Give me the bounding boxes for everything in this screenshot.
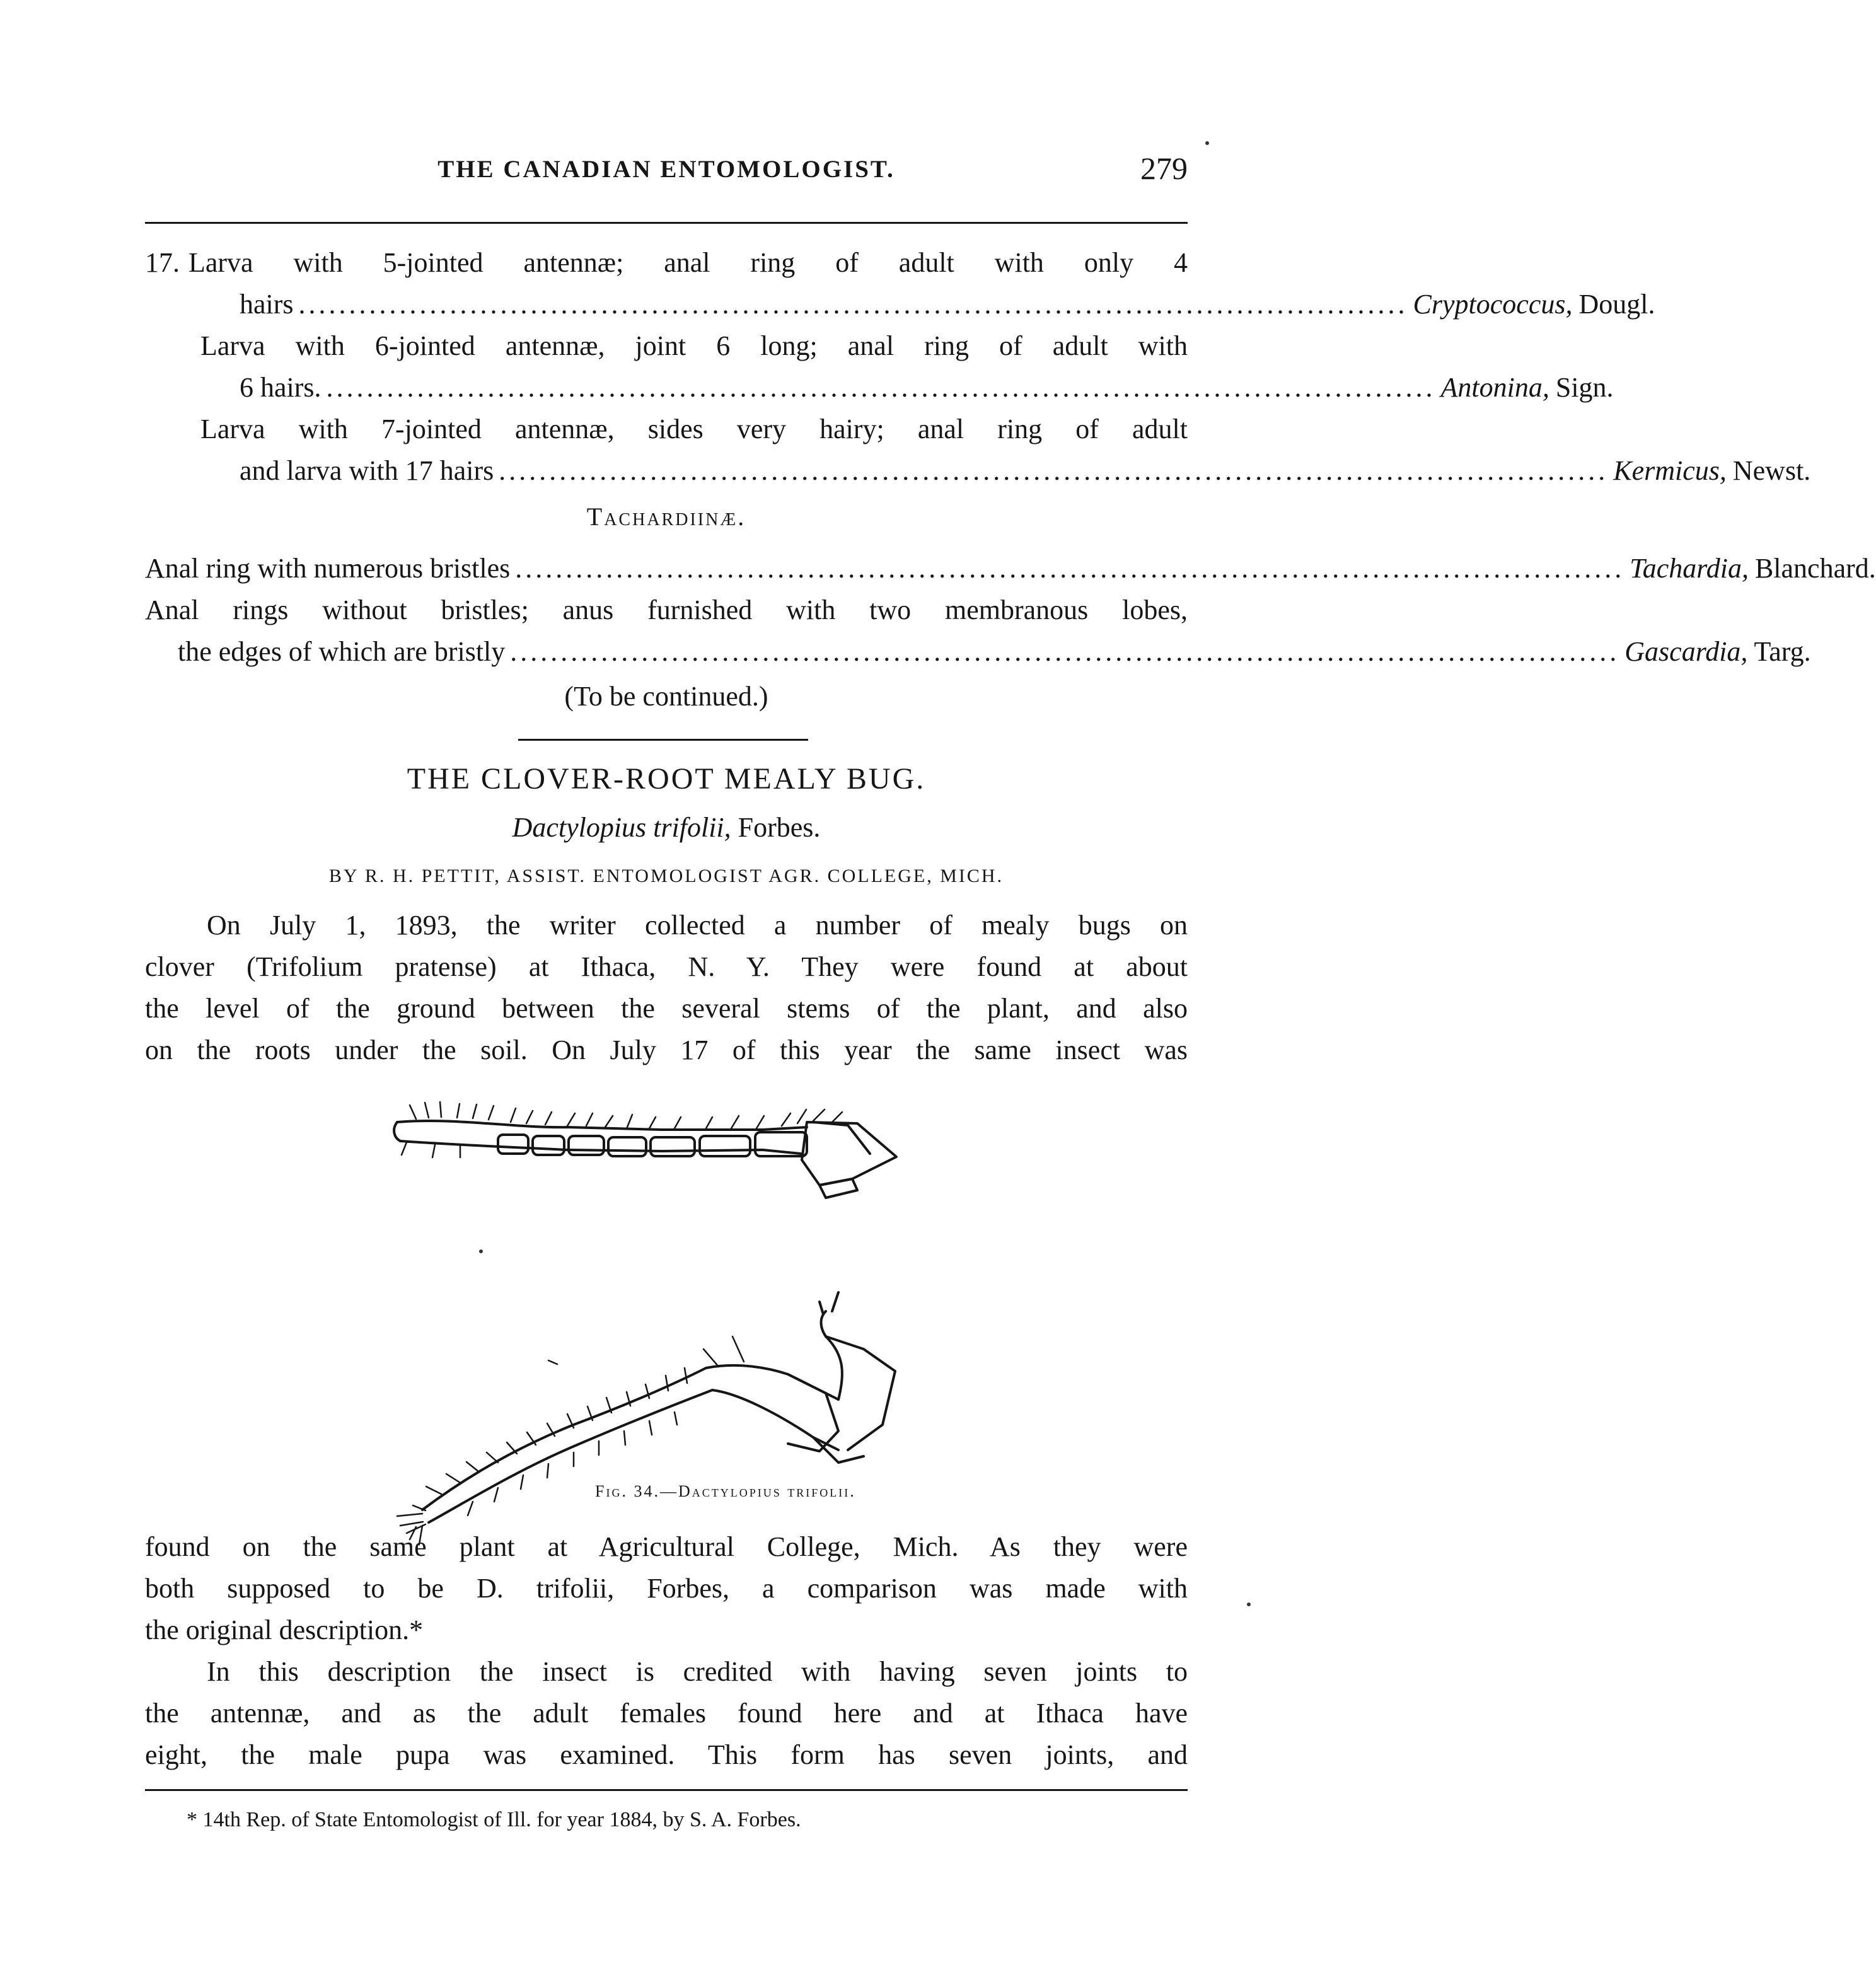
byline: BY R. H. PETTIT, ASSIST. ENTOMOLOGIST AGR. COLLEGE, MICH. — [328, 866, 1004, 886]
to-be-continued: (To be continued.) — [564, 681, 768, 712]
footnote: * 14th Rep. of State Entomologist of Ill. for year 1884, by S. A. Forbes. — [187, 1808, 801, 1831]
para1-line2: clover (Trifolium pratense) at Ithaca, N. Y. They were found at about — [145, 951, 1188, 982]
scan-speck — [1205, 141, 1209, 145]
genus-authority: Blanchard. — [1754, 553, 1876, 584]
para3-line1: In this description the insect is credited with having seven joints to — [207, 1656, 1188, 1687]
page-number: 279 — [1140, 151, 1188, 186]
scan-speck — [1247, 1602, 1251, 1606]
key-gascardia-line2 — [178, 636, 1811, 667]
para2-line1: found on the same plant at Agricultural College, Mich. As they were — [145, 1531, 1188, 1562]
key-text: the edges of which are bristly — [178, 636, 506, 667]
key-text: hairs — [240, 289, 294, 320]
section-rule — [518, 739, 808, 741]
key-text: Anal rings without bristles; anus furnished with two membranous lobes, — [145, 594, 1188, 625]
footnote-rule — [145, 1789, 1188, 1791]
head-rule — [145, 222, 1188, 224]
genus-name: Gascardia, — [1624, 636, 1748, 667]
key-17b-line1 — [200, 332, 1188, 360]
species-authority: Forbes. — [738, 812, 821, 843]
key-17b-line2 — [240, 372, 1614, 403]
leg-drawing — [385, 1267, 927, 1551]
para3-line3: eight, the male pupa was examined. This form has seven joints, and — [145, 1739, 1188, 1770]
para1-line1: On July 1, 1893, the writer collected a number of mealy bugs on — [207, 910, 1188, 941]
leader-dots: .............................................................................................................. — [510, 636, 1620, 667]
para1-line3: the level of the ground between the several stems of the plant, and also — [145, 993, 1188, 1024]
leader-dots: .............................................................................................................. — [298, 289, 1408, 320]
species-line — [145, 814, 1188, 842]
genus-authority: Dougl. — [1578, 289, 1655, 320]
leader-dots: .............................................................................................................. — [515, 553, 1625, 584]
key-17-line1 — [145, 249, 1188, 277]
key-text: Anal ring with numerous bristles — [145, 553, 511, 584]
figure-caption: Fig. 34.—Dactylopius trifolii. — [595, 1482, 856, 1500]
genus-authority: Targ. — [1754, 636, 1811, 667]
couplet-number: 17. — [145, 247, 180, 278]
leader-dots: .............................................................................................................. — [499, 455, 1609, 486]
key-text: 6 hairs. — [240, 372, 321, 403]
subfamily-heading: Tachardiinæ. — [586, 502, 746, 531]
key-17c-line1 — [200, 415, 1188, 443]
key-17c-line2 — [240, 455, 1811, 486]
key-text: Larva with 7-jointed antennæ, sides very hairy; anal ring of adult — [200, 414, 1188, 444]
key-text: and larva with 17 hairs — [240, 455, 494, 486]
genus-name: Cryptococcus, — [1413, 289, 1573, 320]
para2-line2: both supposed to be D. trifolii, Forbes, a comparison was made with — [145, 1573, 1188, 1604]
key-tachardia — [145, 553, 1876, 584]
journal-title: THE CANADIAN ENTOMOLOGIST. — [437, 156, 895, 183]
genus-name: Antonina, — [1440, 372, 1549, 403]
para1-line4: on the roots under the soil. On July 17 of this year the same insect was — [145, 1034, 1188, 1065]
genus-name: Kermicus, — [1613, 455, 1727, 486]
antenna-drawing — [378, 1084, 920, 1229]
key-text: Larva with 6-jointed antennæ, joint 6 long; anal ring of adult with — [200, 330, 1188, 361]
couplet-text: Larva with 5-jointed antennæ; anal ring of adult with only 4 — [188, 247, 1188, 278]
species-name: Dactylopius trifolii, — [512, 812, 731, 843]
para3-line2: the antennæ, and as the adult females found here and at Ithaca have — [145, 1698, 1188, 1729]
genus-authority: Sign. — [1555, 372, 1614, 403]
scan-speck — [479, 1249, 483, 1253]
key-17-line2 — [240, 289, 1655, 320]
article-title: THE CLOVER-ROOT MEALY BUG. — [407, 762, 926, 796]
key-gascardia-line1 — [145, 596, 1188, 624]
genus-name: Tachardia, — [1630, 553, 1749, 584]
running-head — [145, 150, 1188, 188]
para2-line3: the original description.* — [145, 1614, 424, 1645]
leader-dots: .............................................................................................................. — [326, 372, 1436, 403]
genus-authority: Newst. — [1732, 455, 1811, 486]
